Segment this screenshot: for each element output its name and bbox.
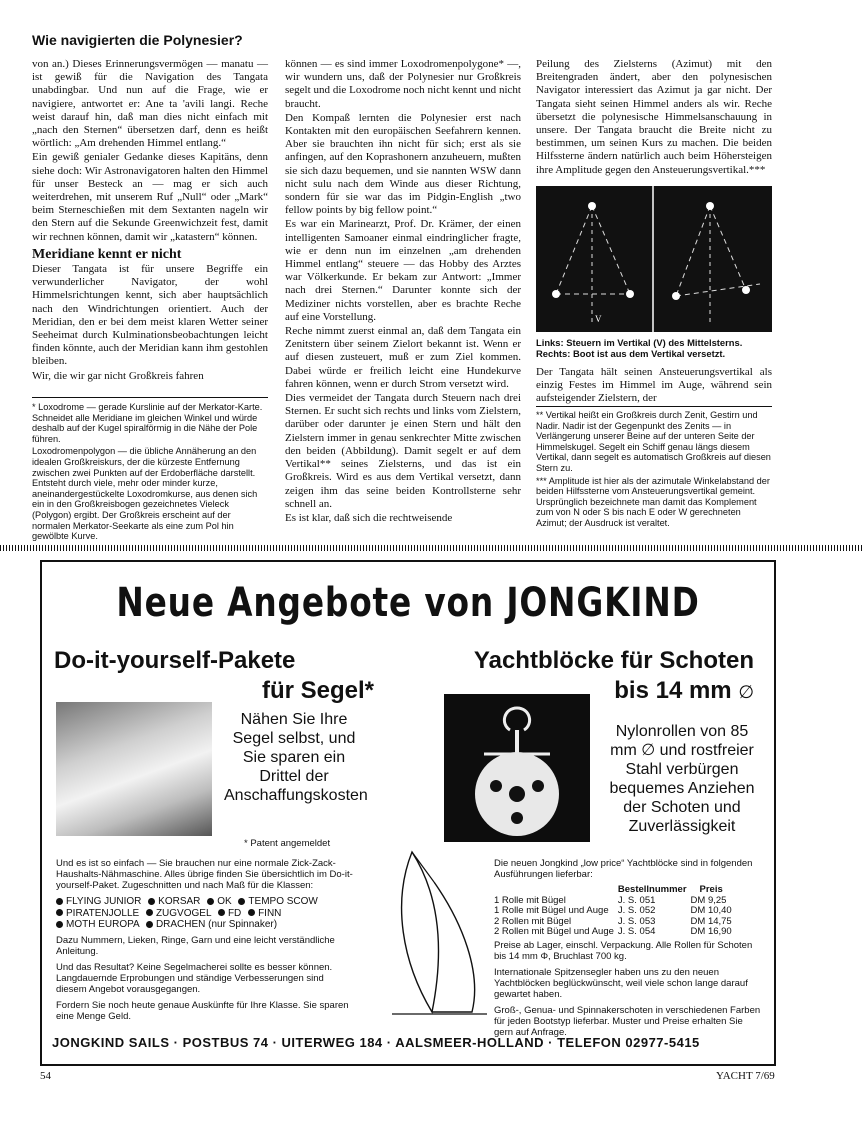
col2-paragraph: Es war ein Marinearzt, Prof. Dr. Krämer, der einen intelligenten Samoaner einmal eindringlicher fragte, wie er denn nun im einzelnen „am drehenden Himmel entlang“ steuere — das Hobby des Arztes war Völkerkunde. Er bekam zur Antwort: „Immer nach drei Sternen.“ Darunter konnte sich der Mediziner nichts vorstellen, aber es brachte Reche auf eine Vorstellung. bbox=[285, 218, 521, 323]
diy-text: Fordern Sie noch heute genaue Auskünfte für Ihre Klasse. Sie sparen eine Menge Geld. bbox=[56, 999, 349, 1022]
helper-star-left-offset bbox=[672, 292, 680, 300]
col2-paragraph: Reche nimmt zuerst einmal an, daß dem Tangata ein Zenitstern über seinem Zielort bekannt ist. Wenn er auf diesen zusteuert, muß er zum Ziel kommen. Dabei würde er freilich leicht eine Hundekurve fahren können, wenn er durch Strom versetzt wird. bbox=[285, 325, 521, 390]
boat-class-list bbox=[56, 896, 356, 931]
figure-caption: Links: Steuern im Vertikal (V) des Mittelsterns. Rechts: Boot ist aus dem Vertikal versetzt. bbox=[536, 337, 743, 359]
table-row: 2 Rollen mit Bügel und Auge J. S. 054 DM 16,90 bbox=[494, 926, 732, 937]
blocks-heading-line2: bis 14 mm ∅ bbox=[614, 677, 754, 704]
diy-subheading: Nähen Sie Ihre Segel selbst, und Sie sparen ein Drittel der Anschaffungskosten bbox=[224, 711, 368, 804]
price-header-row: Bestellnummer Preis bbox=[617, 884, 723, 895]
col2-paragraph: können — es sind immer Loxodromenpolygone* —, wir wundern uns, daß der Polynesier nur Großkreis segelt und die Loxodrome noch nicht kennt und nicht braucht. bbox=[285, 58, 521, 110]
patent-note: * Patent angemeldet bbox=[244, 838, 331, 849]
class-row: PIRATENJOLLE ZUGVOGEL FD FINN bbox=[56, 908, 356, 920]
diy-text: Und es ist so einfach — Sie brauchen nur eine normale Zick-Zack-Haushalts-Nähmaschine. Alles übrige finden Sie übersichtlich im Do-it-yourself-Paket. Zugeschnitten und nach Maß für die Klassen: bbox=[56, 858, 353, 891]
vertical-label: V bbox=[595, 314, 602, 324]
ad-contact-footer: JONGKIND SAILS · POSTBUS 74 · UITERWEG 184 · AALSMEER-HOLLAND · TELEFON 02977-5415 bbox=[52, 1035, 700, 1050]
blocks-text: Internationale Spitzensegler haben uns zu den neuen Yachtblöcken beglückwünscht, weil viele schon lange darauf gewartet haben. bbox=[494, 966, 748, 1000]
diy-heading-line2: für Segel* bbox=[261, 677, 374, 704]
class-row: FLYING JUNIOR KORSAR OK TEMPO SCOW bbox=[56, 896, 356, 908]
price-table bbox=[494, 885, 736, 938]
table-row: 1 Rolle mit Bügel und Auge J. S. 052 DM 10,40 bbox=[494, 905, 732, 916]
sail-sketch bbox=[372, 842, 502, 1022]
footnote-divider bbox=[32, 397, 268, 398]
article-column-1 bbox=[32, 58, 268, 384]
col1-paragraph: Wir, die wir gar nicht Großkreis fahren bbox=[32, 369, 204, 382]
blocks-description bbox=[494, 858, 764, 1043]
col2-paragraph: Dies vermeidet der Tangata durch Steuern nach drei Sternen. Er sucht sich rechts und links vom Zielstern, darüber oder darunter je einen Stern und hält den Zielstern immer in genau senkrechter Mitte zwischen den beiden (Abbildung). Damit segelt er auf dem Vertikal** seines Zielsterns, und das ist ein Großkreis. Wird es aus dem Vertikal versetzt, dann zeigen ihm das seine beiden Kontrollsterne sehr schnell an. bbox=[285, 392, 521, 510]
price-intro: Die neuen Jongkind „low price“ Yachtblöcke sind in folgenden Ausführungen lieferbar: bbox=[494, 858, 753, 880]
left-panel bbox=[552, 202, 634, 326]
diy-text: Und das Resultat? Keine Segelmacherei sollte es besser können. Langdauernde Erprobungen und ständige Verbesserungen sind diesem Angebot vorausgegangen. bbox=[56, 961, 333, 995]
col1-paragraph: von an.) Dieses Erinnerungsvermögen — manatu — ist gewiß für die Navigation des Tangata unabdingbar. Und nun auf die Frage, wie er navigiere, antwortet er: Ane ta 'avili langi. Reche weist darauf hin, daß man dies nicht einfach mit „nach den Sternen“ übersetzen darf, denn es heißt wörtlich: „Am drehenden Himmel entlang.“ bbox=[32, 58, 268, 150]
table-row: 1 Rolle mit Bügel J. S. 051 DM 9,25 bbox=[494, 894, 727, 906]
helper-star-left bbox=[552, 290, 560, 298]
pulley-illustration bbox=[444, 694, 590, 842]
pulley-photo bbox=[444, 694, 590, 842]
diy-heading bbox=[54, 646, 374, 706]
col1-paragraph: Ein gewiß genialer Gedanke dieses Kapitäns, denn siehe doch: Wir Astronavigatoren halten den Himmel für unser Besteck an — mag er sich auch weiterdrehen, mit unserem Ruf „Null“ oder „Mark“ beim Sterneschießen mit dem Sextanten nageln wir den Stern auf die Sekunde Greenwichzeit fest, damit wir rechnen können, damit wir „katastern“ können. bbox=[32, 151, 268, 243]
section-title: Wie navigierten die Polynesier? bbox=[32, 32, 243, 48]
helper-star-right-offset bbox=[742, 286, 750, 294]
footnote: *** Amplitude ist hier als der azimutale Winkelabstand der beiden Hilfssterne vom Ansteuerungsvertikal gemeint. Ursprünglich bezeichnete man damit das Komplement zum von N oder S bis nach E oder W gerechneten Azimut; der Ausdruck ist veraltet. bbox=[536, 475, 770, 528]
helper-star-right bbox=[626, 290, 634, 298]
page-number: 54 bbox=[40, 1070, 51, 1082]
col2-paragraph: Es ist klar, daß sich die rechtweisende bbox=[285, 511, 453, 524]
ad-separator-stripe bbox=[0, 545, 864, 551]
footnote: * Loxodrome — gerade Kurslinie auf der Merkator-Karte. Schneidet alle Meridiane im gleichen Winkel und würde deshalb auf der Kugel spiralförmig in die Nähe der Pole führen. bbox=[32, 402, 263, 444]
sewing-photo bbox=[56, 702, 212, 836]
class-row: MOTH EUROPA DRACHEN (nur Spinnaker) bbox=[56, 919, 356, 931]
blocks-subheading: Nylonrollen von 85 mm ∅ und rostfreier Stahl verbürgen bequemes Anziehen der Schoten und Zuverlässigkeit bbox=[609, 723, 755, 835]
article-column-3 bbox=[536, 58, 772, 178]
blocks-text: Groß-, Genua- und Spinnakerschoten in verschiedenen Farben für jeden Bootstyp lieferbar. Muster und Preise erhalten Sie gern auf Anfrage. bbox=[494, 1004, 761, 1038]
diy-text: Dazu Nummern, Lieken, Ringe, Garn und eine leicht verständliche Anleitung. bbox=[56, 934, 335, 957]
diameter-icon: ∅ bbox=[738, 682, 754, 702]
col1-paragraph: Dieser Tangata ist für unsere Begriffe ein verwunderlicher Navigator, der wohl Himmelsrichtungen kennt, sich aber hauptsächlich nach den Windrichtungen orientiert. Auch der Meridian, den er bei dem meist klaren Wetter seiner Seeheimat durch Kulminationsbeobachtungen leicht finden könnte, auch der Meridian kann ihm gestohlen bleiben. bbox=[32, 263, 268, 368]
diy-heading-line1: Do-it-yourself-Pakete bbox=[54, 647, 296, 674]
right-panel bbox=[672, 202, 760, 326]
ad-title: Neue Angebote von JONGKIND bbox=[116, 580, 700, 626]
star-navigation-figure bbox=[536, 186, 772, 332]
col2-paragraph: Den Kompaß lernten die Polynesier erst nach Kontakten mit den europäischen Seefahrern kennen. Aber sie brauchten ihn nicht für sich; erst als sie anfingen, auf den Koprashonern anzuheuern, mußten sie sich dazu bequemen, und sie nannten WSW dann nicht sulu nach dem Winde aus dieser Richtung, sondern für sie war das im Pidgin-English „two fellow points by big fellow point.“ bbox=[285, 111, 521, 217]
price-note: Preise ab Lager, einschl. Verpackung. Alle Rollen für Schoten bis 14 mm Φ, Bruchlast 700 kg. bbox=[494, 939, 753, 962]
target-star-offset bbox=[706, 202, 714, 210]
target-star bbox=[588, 202, 596, 210]
article-column-3-continued bbox=[536, 366, 772, 407]
diy-description bbox=[56, 858, 356, 1027]
col3-footnotes bbox=[536, 410, 772, 531]
jongkind-advertisement bbox=[40, 560, 776, 1066]
col3-paragraph: Peilung des Zielsterns (Azimut) mit den Breitengraden ändert, aber den polynesischen Navigator interessiert das Azimut ja gar nicht. Der Tangata sieht seinen Himmel anders als wir. Reche übersetzt die polynesische Himmelsanschauung in unsere. Der Tangata braucht die Breite nicht zu bestimmen, um seinen Kurs zu machen. Die beiden Hilfssterne ändern natürlich auch beim Höhersteigen ihre Amplitude gegen den Ansteuerungsvertikal.*** bbox=[536, 58, 772, 176]
article-column-2 bbox=[285, 58, 521, 526]
footnote: ** Vertikal heißt ein Großkreis durch Zenit, Gestirn und Nadir. Nadir ist der Gegenpunkt des Zenits — in Verlängerung unserer Beine auf der unteren Seite der Himmelskugel. Segelt ein Schiff genau längs diesem Vertikal, dann segelt es automatisch Großkreis auf diesen Stern zu. bbox=[536, 410, 771, 473]
table-row: 2 Rollen mit Bügel J. S. 053 DM 14,75 bbox=[494, 915, 732, 927]
blocks-heading-line1: Yachtblöcke für Schoten bbox=[473, 647, 754, 674]
col3-paragraph: Der Tangata hält seinen Ansteuerungsvertikal als einzig Festes im Himmel im Auge, während sein aufsteigender Zielstern, der bbox=[536, 366, 772, 405]
star-diagram-svg bbox=[536, 186, 772, 332]
col1-footnotes bbox=[32, 402, 268, 544]
footnote-divider bbox=[536, 406, 772, 407]
footnote: Loxodromenpolygon — die übliche Annäherung an den idealen Großkreiskurs, der die kürzeste Entfernung zwischen zwei Punkten auf der Erdoberfläche darstellt. Entsteht durch viele, mehr oder minder kurze, aneinandergestückelte Loxodromkurse, aus denen sich ein in den Großkreisbogen gezeichnetes Vieleck (Polygon) ergibt. Der Großkreis erscheint auf der normalen Merkator-Seekarte als eine zum Pol hin gewölbte Kurve. bbox=[32, 446, 258, 542]
magazine-issue: YACHT 7/69 bbox=[716, 1070, 775, 1082]
col1-subheading: Meridiane kennt er nicht bbox=[32, 246, 182, 262]
